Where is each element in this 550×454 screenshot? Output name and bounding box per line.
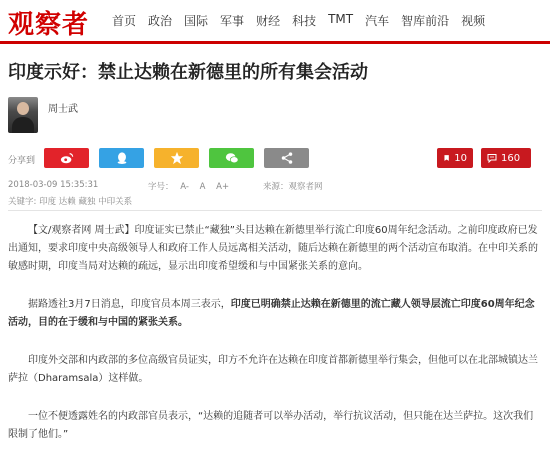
font-size-control bbox=[148, 180, 229, 192]
article-keywords: 关键字: 印度 达赖 藏独 中印关系 bbox=[8, 197, 133, 207]
site-logo[interactable]: 观察者 bbox=[8, 10, 90, 40]
main-nav bbox=[112, 12, 497, 29]
author-avatar[interactable] bbox=[8, 97, 38, 133]
article-body bbox=[8, 222, 542, 454]
nav-item-tech[interactable]: 科技 bbox=[292, 14, 317, 28]
nav-item-thinktank[interactable]: 智库前沿 bbox=[401, 14, 450, 28]
share-qq-button[interactable] bbox=[99, 148, 144, 168]
share-qzone-button[interactable] bbox=[154, 148, 199, 168]
nav-item-video[interactable]: 视频 bbox=[461, 14, 486, 28]
font-size-decrease[interactable]: A- bbox=[180, 182, 189, 192]
star-icon bbox=[170, 151, 184, 165]
share-weibo-button[interactable] bbox=[44, 148, 89, 168]
paragraph-text: 一位不便透露姓名的内政部官员表示，“达赖的追随者可以举办活动，举行抗议活动，但只能在达兰萨拉。这次我们限制了他们。” bbox=[8, 411, 534, 440]
font-size-label: 字号： bbox=[148, 182, 174, 192]
article-source: 来源：观察者网 bbox=[263, 182, 323, 192]
paragraph bbox=[8, 352, 542, 388]
top-header bbox=[0, 0, 550, 44]
paragraph-bold-text: 印度已明确禁止达赖在新德里的流亡藏人领导层流亡印度60周年纪念活动，目的在于缓和与中国的紧张关系。 bbox=[8, 299, 535, 328]
nav-item-military[interactable]: 军事 bbox=[220, 14, 245, 28]
nav-item-home[interactable]: 首页 bbox=[112, 14, 137, 28]
like-count: 10 bbox=[454, 152, 467, 164]
share-icon bbox=[280, 151, 294, 165]
nav-item-auto[interactable]: 汽车 bbox=[365, 14, 390, 28]
like-counter-button[interactable] bbox=[437, 148, 473, 168]
divider bbox=[8, 210, 542, 211]
nav-item-finance[interactable]: 财经 bbox=[256, 14, 281, 28]
font-size-normal[interactable]: A bbox=[199, 182, 206, 192]
share-label: 分享到 bbox=[8, 156, 36, 166]
comment-count: 160 bbox=[501, 152, 521, 164]
share-wechat-button[interactable] bbox=[209, 148, 254, 168]
paragraph bbox=[8, 296, 542, 332]
wechat-icon bbox=[225, 151, 239, 165]
share-more-button[interactable] bbox=[264, 148, 309, 168]
qq-icon bbox=[115, 151, 129, 165]
publish-date: 2018-03-09 15:35:31 bbox=[8, 180, 99, 190]
paragraph-text: 据路透社3月7日消息，印度官员本周三表示， bbox=[28, 299, 231, 310]
paragraph bbox=[8, 222, 542, 276]
bookmark-icon bbox=[443, 153, 450, 163]
paragraph-text: 【文/观察者网 周士武】印度证实已禁止“藏独”头目达赖在新德里举行流亡印度60周年纪念活动。之前印度政府已发出通知，要求印度中央高级领导人和政府工作人员远离相关活动，随后达赖在新德里的两个活动宣布取消。在中印关系的敏感时期，印度当局对达赖的疏远，显示出印度希望缓和与中国紧张关系的意向。 bbox=[8, 225, 538, 272]
nav-item-tmt[interactable]: TMT bbox=[328, 12, 354, 26]
article-title: 印度示好：禁止达赖在新德里的所有集会活动 bbox=[8, 62, 368, 83]
comment-counter-button[interactable] bbox=[481, 148, 531, 168]
nav-item-international[interactable]: 国际 bbox=[184, 14, 209, 28]
comment-icon bbox=[487, 153, 497, 163]
author-name[interactable]: 周士武 bbox=[48, 104, 78, 115]
font-size-increase[interactable]: A+ bbox=[216, 182, 230, 192]
nav-item-politics[interactable]: 政治 bbox=[148, 14, 173, 28]
paragraph-text: 印度外交部和内政部的多位高级官员证实，印方不允许在达赖在印度首都新德里举行集会，但他可以在北部城镇达兰萨拉（Dharamsala）这样做。 bbox=[8, 355, 538, 384]
paragraph bbox=[8, 408, 542, 444]
weibo-icon bbox=[60, 151, 74, 165]
